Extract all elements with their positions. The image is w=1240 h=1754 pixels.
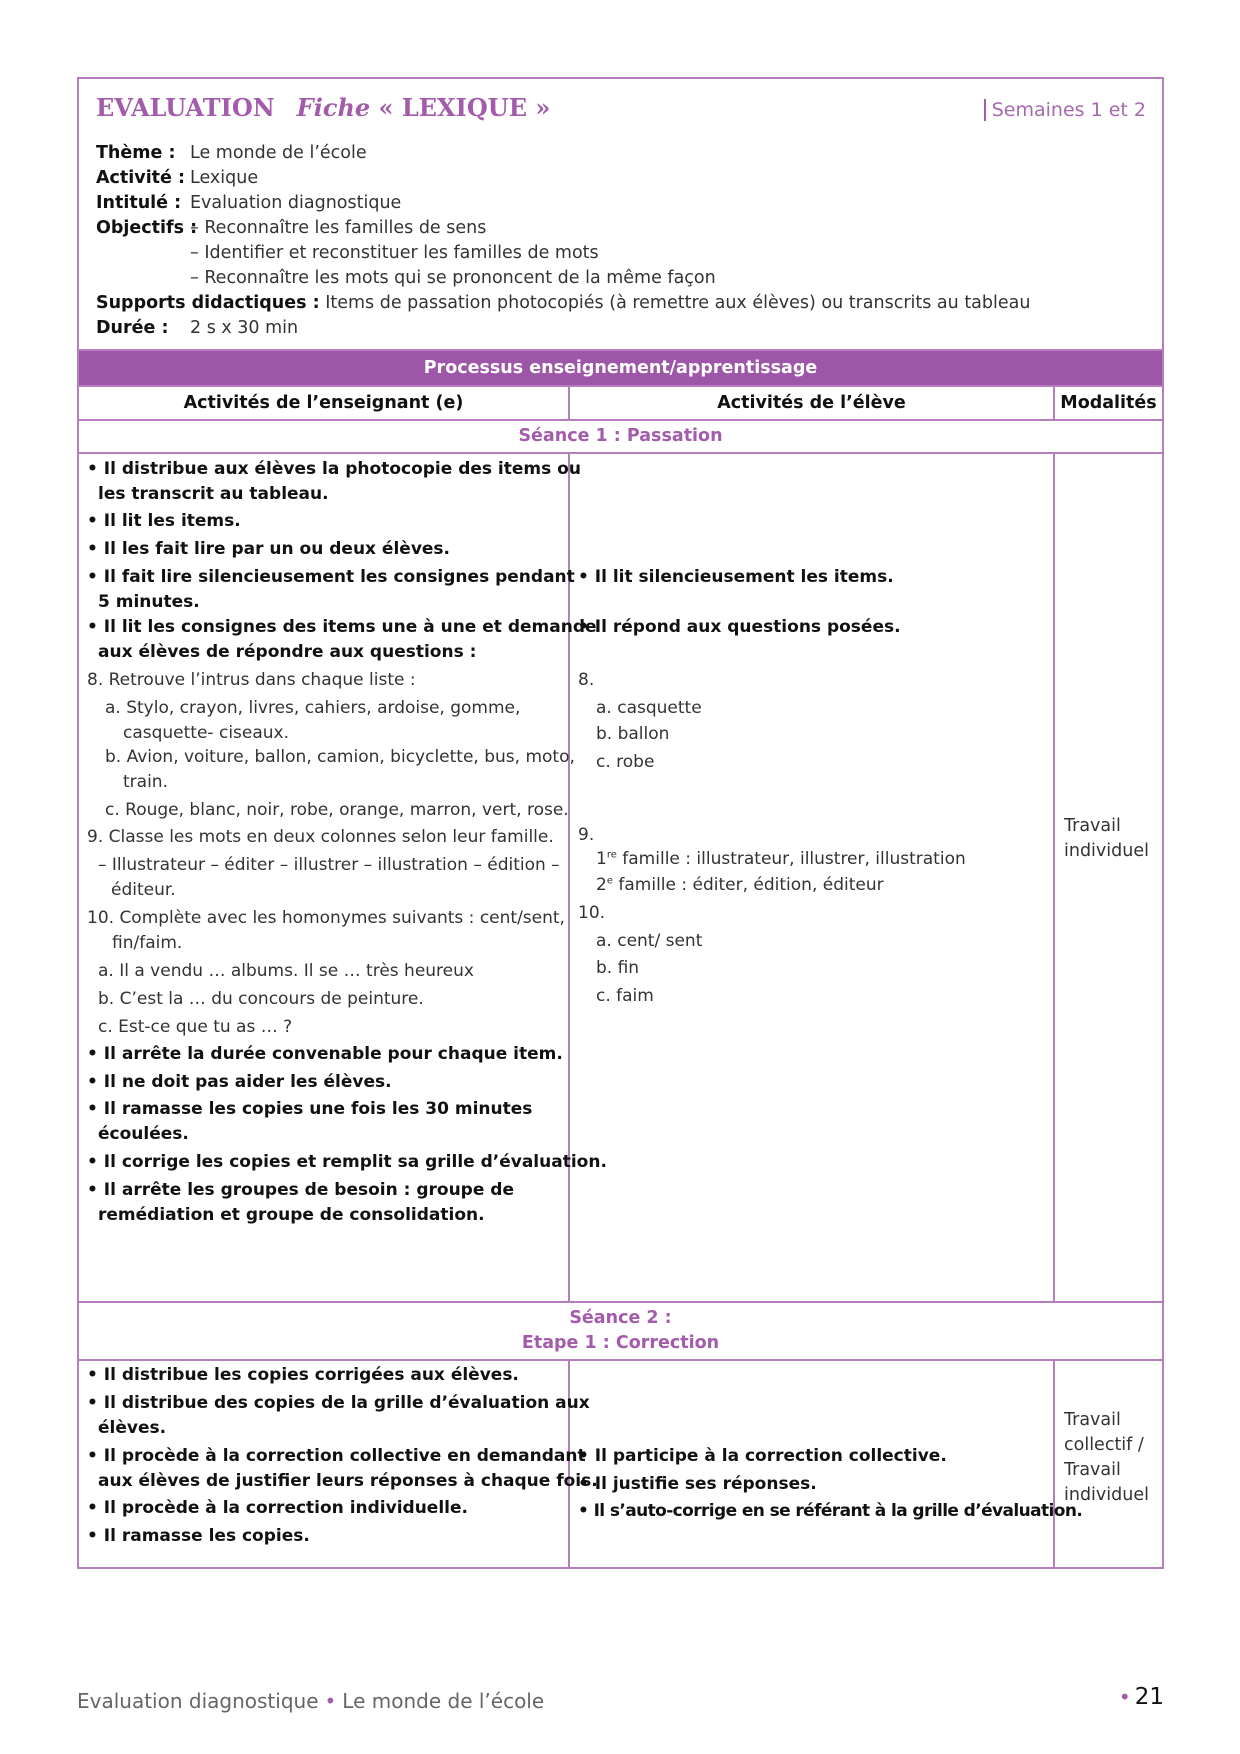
seance-2-modalites: [1055, 1361, 1162, 1567]
modalite-line: individuel: [1064, 841, 1149, 861]
lesson-sheet: [77, 77, 1164, 1569]
teacher-line: • Il ne doit pas aider les élèves.: [87, 1072, 392, 1092]
item-8c: c. Rouge, blanc, noir, robe, orange, marron, vert, rose.: [105, 800, 569, 820]
teacher-line: élèves.: [98, 1418, 167, 1438]
meta-duree: Durée : 2 s x 30 min: [96, 318, 299, 338]
item-9: 9. Classe les mots en deux colonnes selon leur famille.: [87, 827, 554, 847]
answer-10: 10.: [578, 903, 606, 923]
teacher-line: • Il distribue aux élèves la photocopie des items ou: [87, 459, 581, 479]
teacher-line: • Il distribue les copies corrigées aux élèves.: [87, 1365, 519, 1385]
answer-10a: a. cent/ sent: [596, 931, 703, 951]
student-line: • Il participe à la correction collective.: [578, 1446, 947, 1466]
seance-2-title-line2: Etape 1 : Correction: [521, 1333, 720, 1353]
seance-1-row: [79, 421, 1162, 454]
seance-1-teacher: [79, 454, 607, 1301]
teacher-line: • Il ramasse les copies une fois les 30 minutes: [87, 1099, 533, 1119]
col-teacher: Activités de l’enseignant (e): [79, 387, 570, 419]
teacher-line: • Il arrête les groupes de besoin : groupe de: [87, 1180, 514, 1200]
seance-2-teacher: [79, 1361, 598, 1567]
teacher-line: • Il fait lire silencieusement les consignes pendant: [87, 567, 575, 587]
teacher-line: • Il procède à la correction individuelle.: [87, 1498, 468, 1518]
answer-8: 8.: [578, 670, 595, 690]
teacher-line: les transcrit au tableau.: [98, 484, 329, 504]
meta-supports: Supports didactiques : Items de passation photocopiés (à remettre aux élèves) ou transcrits au tableau: [96, 293, 1031, 313]
seance-1-body: [79, 454, 1162, 1303]
meta-theme: Thème : Le monde de l’école: [96, 143, 367, 163]
seance-1-student: [570, 454, 1055, 1301]
column-headers: [79, 387, 1162, 421]
page-number-bullet: •: [1118, 1685, 1131, 1709]
student-line: • Il justifie ses réponses.: [578, 1474, 817, 1494]
answer-10c: c. faim: [596, 986, 654, 1006]
teacher-line: • Il corrige les copies et remplit sa grille d’évaluation.: [87, 1152, 607, 1172]
student-line: • Il lit silencieusement les items.: [578, 567, 894, 587]
teacher-line: • Il lit les items.: [87, 511, 241, 531]
meta-objectif-3: – Reconnaître les mots qui se prononcent de la même façon: [190, 268, 716, 288]
seance-2-title-line1: Séance 2 :: [569, 1308, 672, 1328]
seance-1-modalites: [1055, 454, 1162, 1301]
answer-9: 9.: [578, 825, 595, 845]
modalite-line: Travail: [1064, 1410, 1121, 1430]
item-10c: c. Est-ce que tu as … ?: [98, 1017, 293, 1037]
item-10b: b. C’est la … du concours de peinture.: [98, 989, 424, 1009]
title-evaluation: EVALUATION: [96, 93, 275, 122]
seance-1-title: Séance 1 : Passation: [518, 426, 723, 446]
teacher-line: • Il lit les consignes des items une à une et demande: [87, 617, 597, 637]
teacher-line: 5 minutes.: [98, 592, 200, 612]
page-number-value: 21: [1134, 1684, 1164, 1710]
meta-activite: Activité : Lexique: [96, 168, 259, 188]
seance-2-row: [79, 1303, 1162, 1361]
footer-bullet: •: [324, 1689, 337, 1713]
sheet-header: [79, 79, 1162, 349]
title-lexique: « LEXIQUE »: [378, 93, 551, 122]
meta-intitule: Intitulé : Evaluation diagnostique: [96, 193, 402, 213]
teacher-line: • Il les fait lire par un ou deux élèves.: [87, 539, 451, 559]
teacher-line: remédiation et groupe de consolidation.: [98, 1205, 485, 1225]
modalite-line: Travail: [1064, 816, 1121, 836]
page-number: [1119, 1684, 1164, 1710]
item-8: 8. Retrouve l’intrus dans chaque liste :: [87, 670, 416, 690]
title-fiche: Fiche: [296, 93, 371, 122]
item-8a: a. Stylo, crayon, livres, cahiers, ardoise, gomme,: [105, 698, 521, 718]
process-header: Processus enseignement/apprentissage: [79, 351, 1162, 387]
process-table: [79, 349, 1162, 1567]
page-footer: [77, 1689, 544, 1713]
sheet-meta: [96, 141, 1030, 341]
item-9-words: – Illustrateur – éditer – illustrer – illustration – édition –: [98, 855, 560, 875]
teacher-line: écoulées.: [98, 1124, 189, 1144]
answer-8b: b. ballon: [596, 724, 670, 744]
modalite-line: Travail: [1064, 1460, 1121, 1480]
meta-objectif-2: – Identifier et reconstituer les familles de mots: [190, 243, 599, 263]
teacher-line: • Il procède à la correction collective en demandant: [87, 1446, 586, 1466]
item-10: 10. Complète avec les homonymes suivants : cent/sent,: [87, 908, 565, 928]
answer-9-family-1: 1re famille : illustrateur, illustrer, illustration: [596, 849, 966, 869]
seance-2-title: [79, 1303, 1162, 1359]
answer-10b: b. fin: [596, 958, 640, 978]
item-8a-cont: casquette- ciseaux.: [123, 723, 290, 743]
item-8b: b. Avion, voiture, ballon, camion, bicyclette, bus, moto,: [105, 747, 575, 767]
col-modalites: Modalités: [1060, 393, 1157, 413]
seance-2-student: [570, 1361, 1083, 1567]
modalite-line: individuel: [1064, 1485, 1149, 1505]
answer-9-family-2: 2e famille : éditer, édition, éditeur: [596, 875, 884, 895]
modalite-line: collectif /: [1064, 1435, 1144, 1455]
seance-2-body: [79, 1361, 1162, 1567]
answer-8c: c. robe: [596, 752, 655, 772]
weeks-label: Semaines 1 et 2: [984, 99, 1146, 121]
student-line: • Il s’auto-corrige en se référant à la grille d’évaluation.: [578, 1501, 1083, 1521]
footer-subtitle: Le monde de l’école: [342, 1689, 545, 1713]
item-10a: a. Il a vendu … albums. Il se … très heureux: [98, 961, 474, 981]
sheet-title: [96, 93, 550, 122]
teacher-line: • Il ramasse les copies.: [87, 1526, 310, 1546]
student-line: • Il répond aux questions posées.: [578, 617, 901, 637]
col-student: Activités de l’élève: [570, 387, 1055, 419]
teacher-line: aux élèves de répondre aux questions :: [98, 642, 477, 662]
item-10-cont: fin/faim.: [112, 933, 183, 953]
footer-title: Evaluation diagnostique: [77, 1689, 319, 1713]
teacher-line: • Il distribue des copies de la grille d’évaluation aux: [87, 1393, 590, 1413]
meta-objectifs: Objectifs : – Reconnaître les familles de sens: [96, 218, 487, 238]
answer-8a: a. casquette: [596, 698, 702, 718]
item-9-words-cont: éditeur.: [111, 880, 176, 900]
teacher-line: aux élèves de justifier leurs réponses à chaque fois.: [98, 1471, 598, 1491]
teacher-line: • Il arrête la durée convenable pour chaque item.: [87, 1044, 563, 1064]
item-8b-cont: train.: [123, 772, 168, 792]
